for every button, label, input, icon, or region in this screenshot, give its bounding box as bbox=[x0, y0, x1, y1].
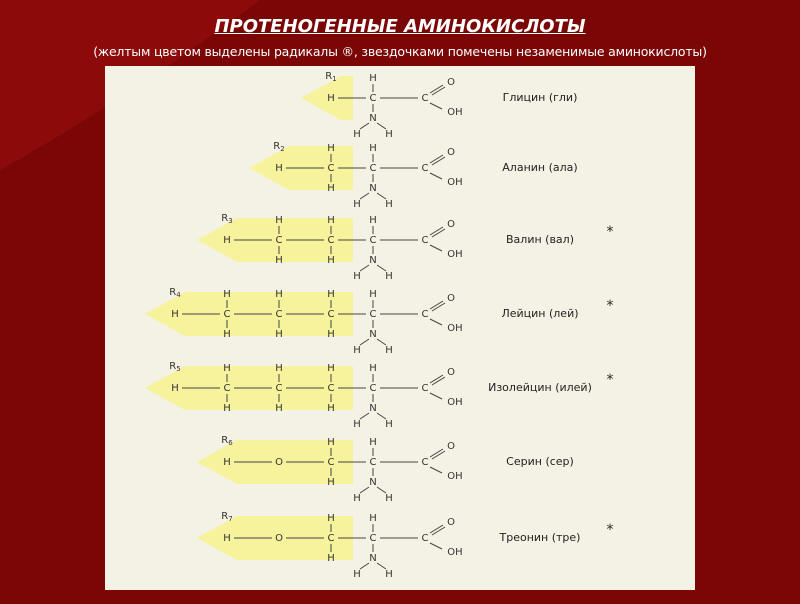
alpha-h: H bbox=[369, 289, 377, 300]
carboxyl-oh: OH bbox=[447, 471, 463, 482]
chain-h-top: H bbox=[275, 289, 283, 300]
radical-label: $R_2$ bbox=[273, 141, 285, 153]
carboxyl-o: O bbox=[447, 441, 455, 452]
carboxyl-oh: OH bbox=[447, 177, 463, 188]
alpha-carbon: C bbox=[369, 93, 377, 104]
chain-atom: H bbox=[223, 533, 231, 544]
bond bbox=[377, 413, 386, 419]
bond bbox=[360, 563, 369, 569]
chain-atom: H bbox=[223, 457, 231, 468]
chain-atom: H bbox=[171, 309, 179, 320]
amino-acid-name: Треонин (тре) bbox=[499, 531, 581, 544]
amino-acid-name: Изолейцин (илей) bbox=[488, 381, 592, 394]
bond bbox=[377, 265, 386, 271]
alpha-h: H bbox=[369, 143, 377, 154]
carboxyl-o: O bbox=[447, 293, 455, 304]
amino-h: H bbox=[385, 419, 393, 430]
bond bbox=[377, 563, 386, 569]
carboxyl-o: O bbox=[447, 367, 455, 378]
carboxyl-o: O bbox=[447, 219, 455, 230]
bond bbox=[360, 193, 369, 199]
essential-star: * bbox=[606, 372, 614, 388]
amino-h: H bbox=[353, 271, 361, 282]
alpha-h: H bbox=[369, 73, 377, 84]
radical-label: $R_7$ bbox=[221, 511, 233, 523]
carboxyl-carbon: C bbox=[421, 309, 429, 320]
bond bbox=[360, 265, 369, 271]
essential-star: * bbox=[606, 224, 614, 240]
carboxyl-oh: OH bbox=[447, 249, 463, 260]
chain-atom: C bbox=[327, 163, 335, 174]
carboxyl-o: O bbox=[447, 147, 455, 158]
bond bbox=[430, 103, 442, 109]
chain-h-bottom: H bbox=[327, 255, 335, 266]
amino-h: H bbox=[353, 199, 361, 210]
bond bbox=[377, 487, 386, 493]
alpha-h: H bbox=[369, 215, 377, 226]
amino-n: N bbox=[369, 477, 377, 488]
amino-n: N bbox=[369, 183, 377, 194]
chain-h-top: H bbox=[327, 437, 335, 448]
amino-h: H bbox=[385, 493, 393, 504]
chain-h-top: H bbox=[327, 215, 335, 226]
amino-n: N bbox=[369, 113, 377, 124]
carboxyl-oh: OH bbox=[447, 323, 463, 334]
chain-h-bottom: H bbox=[223, 403, 231, 414]
chain-h-bottom: H bbox=[327, 553, 335, 564]
amino-acid-name: Серин (сер) bbox=[506, 455, 574, 468]
chain-h-top: H bbox=[275, 215, 283, 226]
bond bbox=[360, 487, 369, 493]
amino-acid-name: Лейцин (лей) bbox=[501, 307, 579, 320]
chain-atom: C bbox=[275, 309, 283, 320]
amino-acid-name: Валин (вал) bbox=[506, 233, 574, 246]
chain-h-top: H bbox=[327, 289, 335, 300]
amino-h: H bbox=[353, 569, 361, 580]
carboxyl-carbon: C bbox=[421, 383, 429, 394]
carboxyl-carbon: C bbox=[421, 533, 429, 544]
carboxyl-oh: OH bbox=[447, 397, 463, 408]
chain-atom: H bbox=[275, 163, 283, 174]
structures-canvas bbox=[105, 66, 695, 590]
carboxyl-oh: OH bbox=[447, 107, 463, 118]
chain-atom: C bbox=[327, 457, 335, 468]
radical-label: $R_6$ bbox=[221, 435, 233, 447]
carboxyl-o: O bbox=[447, 77, 455, 88]
alpha-carbon: C bbox=[369, 309, 377, 320]
alpha-carbon: C bbox=[369, 457, 377, 468]
alpha-carbon: C bbox=[369, 163, 377, 174]
carboxyl-carbon: C bbox=[421, 457, 429, 468]
carboxyl-carbon: C bbox=[421, 235, 429, 246]
amino-h: H bbox=[385, 569, 393, 580]
amino-h: H bbox=[353, 419, 361, 430]
chain-h-bottom: H bbox=[327, 183, 335, 194]
chain-h-top: H bbox=[327, 513, 335, 524]
amino-n: N bbox=[369, 553, 377, 564]
essential-star: * bbox=[606, 298, 614, 314]
bond bbox=[377, 339, 386, 345]
chain-atom: O bbox=[275, 457, 283, 468]
chain-h-bottom: H bbox=[327, 477, 335, 488]
slide-subtitle: (желтым цветом выделены радикалы ®, звездочками помечены незаменимые аминокислоты) bbox=[93, 44, 707, 59]
alpha-carbon: C bbox=[369, 235, 377, 246]
amino-h: H bbox=[385, 199, 393, 210]
bond bbox=[360, 339, 369, 345]
chain-atom: C bbox=[327, 533, 335, 544]
amino-acid-figure bbox=[105, 66, 695, 590]
chain-h-top: H bbox=[223, 363, 231, 374]
essential-star: * bbox=[606, 522, 614, 538]
bond bbox=[430, 467, 442, 473]
amino-acid-name: Глицин (гли) bbox=[502, 91, 578, 104]
chain-h-top: H bbox=[327, 363, 335, 374]
chain-h-top: H bbox=[223, 289, 231, 300]
amino-h: H bbox=[353, 493, 361, 504]
amino-h: H bbox=[385, 271, 393, 282]
chain-h-bottom: H bbox=[223, 329, 231, 340]
alpha-carbon: C bbox=[369, 533, 377, 544]
amino-n: N bbox=[369, 329, 377, 340]
radical-label: $R_5$ bbox=[169, 361, 181, 373]
amino-n: N bbox=[369, 255, 377, 266]
chain-h-bottom: H bbox=[275, 403, 283, 414]
alpha-h: H bbox=[369, 513, 377, 524]
bond bbox=[430, 173, 442, 179]
bond bbox=[360, 123, 369, 129]
bond bbox=[430, 543, 442, 549]
chain-atom: C bbox=[275, 383, 283, 394]
chain-h-top: H bbox=[327, 143, 335, 154]
chain-atom: C bbox=[275, 235, 283, 246]
carboxyl-carbon: C bbox=[421, 93, 429, 104]
chain-h-bottom: H bbox=[275, 329, 283, 340]
chain-atom: H bbox=[171, 383, 179, 394]
chain-atom: C bbox=[223, 383, 231, 394]
chain-h-bottom: H bbox=[275, 255, 283, 266]
amino-acid-name: Аланин (ала) bbox=[502, 161, 578, 174]
chain-atom: C bbox=[327, 309, 335, 320]
amino-h: H bbox=[385, 129, 393, 140]
amino-h: H bbox=[353, 345, 361, 356]
bond bbox=[430, 393, 442, 399]
bond bbox=[377, 193, 386, 199]
radical-label: $R_1$ bbox=[325, 71, 337, 83]
amino-h: H bbox=[353, 129, 361, 140]
chain-atom: H bbox=[223, 235, 231, 246]
chain-h-top: H bbox=[275, 363, 283, 374]
bond bbox=[430, 245, 442, 251]
chain-atom: C bbox=[223, 309, 231, 320]
carboxyl-oh: OH bbox=[447, 547, 463, 558]
carboxyl-carbon: C bbox=[421, 163, 429, 174]
chain-atom: O bbox=[275, 533, 283, 544]
carboxyl-o: O bbox=[447, 517, 455, 528]
alpha-h: H bbox=[369, 363, 377, 374]
bond bbox=[360, 413, 369, 419]
chain-atom: H bbox=[327, 93, 335, 104]
chain-atom: C bbox=[327, 235, 335, 246]
bond bbox=[377, 123, 386, 129]
chain-atom: C bbox=[327, 383, 335, 394]
amino-n: N bbox=[369, 403, 377, 414]
radical-label: $R_3$ bbox=[221, 213, 233, 225]
radical-label: $R_4$ bbox=[169, 287, 181, 299]
slide-title: ПРОТЕНОГЕННЫЕ АМИНОКИСЛОТЫ bbox=[214, 16, 586, 37]
chain-h-bottom: H bbox=[327, 403, 335, 414]
chain-h-bottom: H bbox=[327, 329, 335, 340]
amino-h: H bbox=[385, 345, 393, 356]
bond bbox=[430, 319, 442, 325]
alpha-carbon: C bbox=[369, 383, 377, 394]
alpha-h: H bbox=[369, 437, 377, 448]
